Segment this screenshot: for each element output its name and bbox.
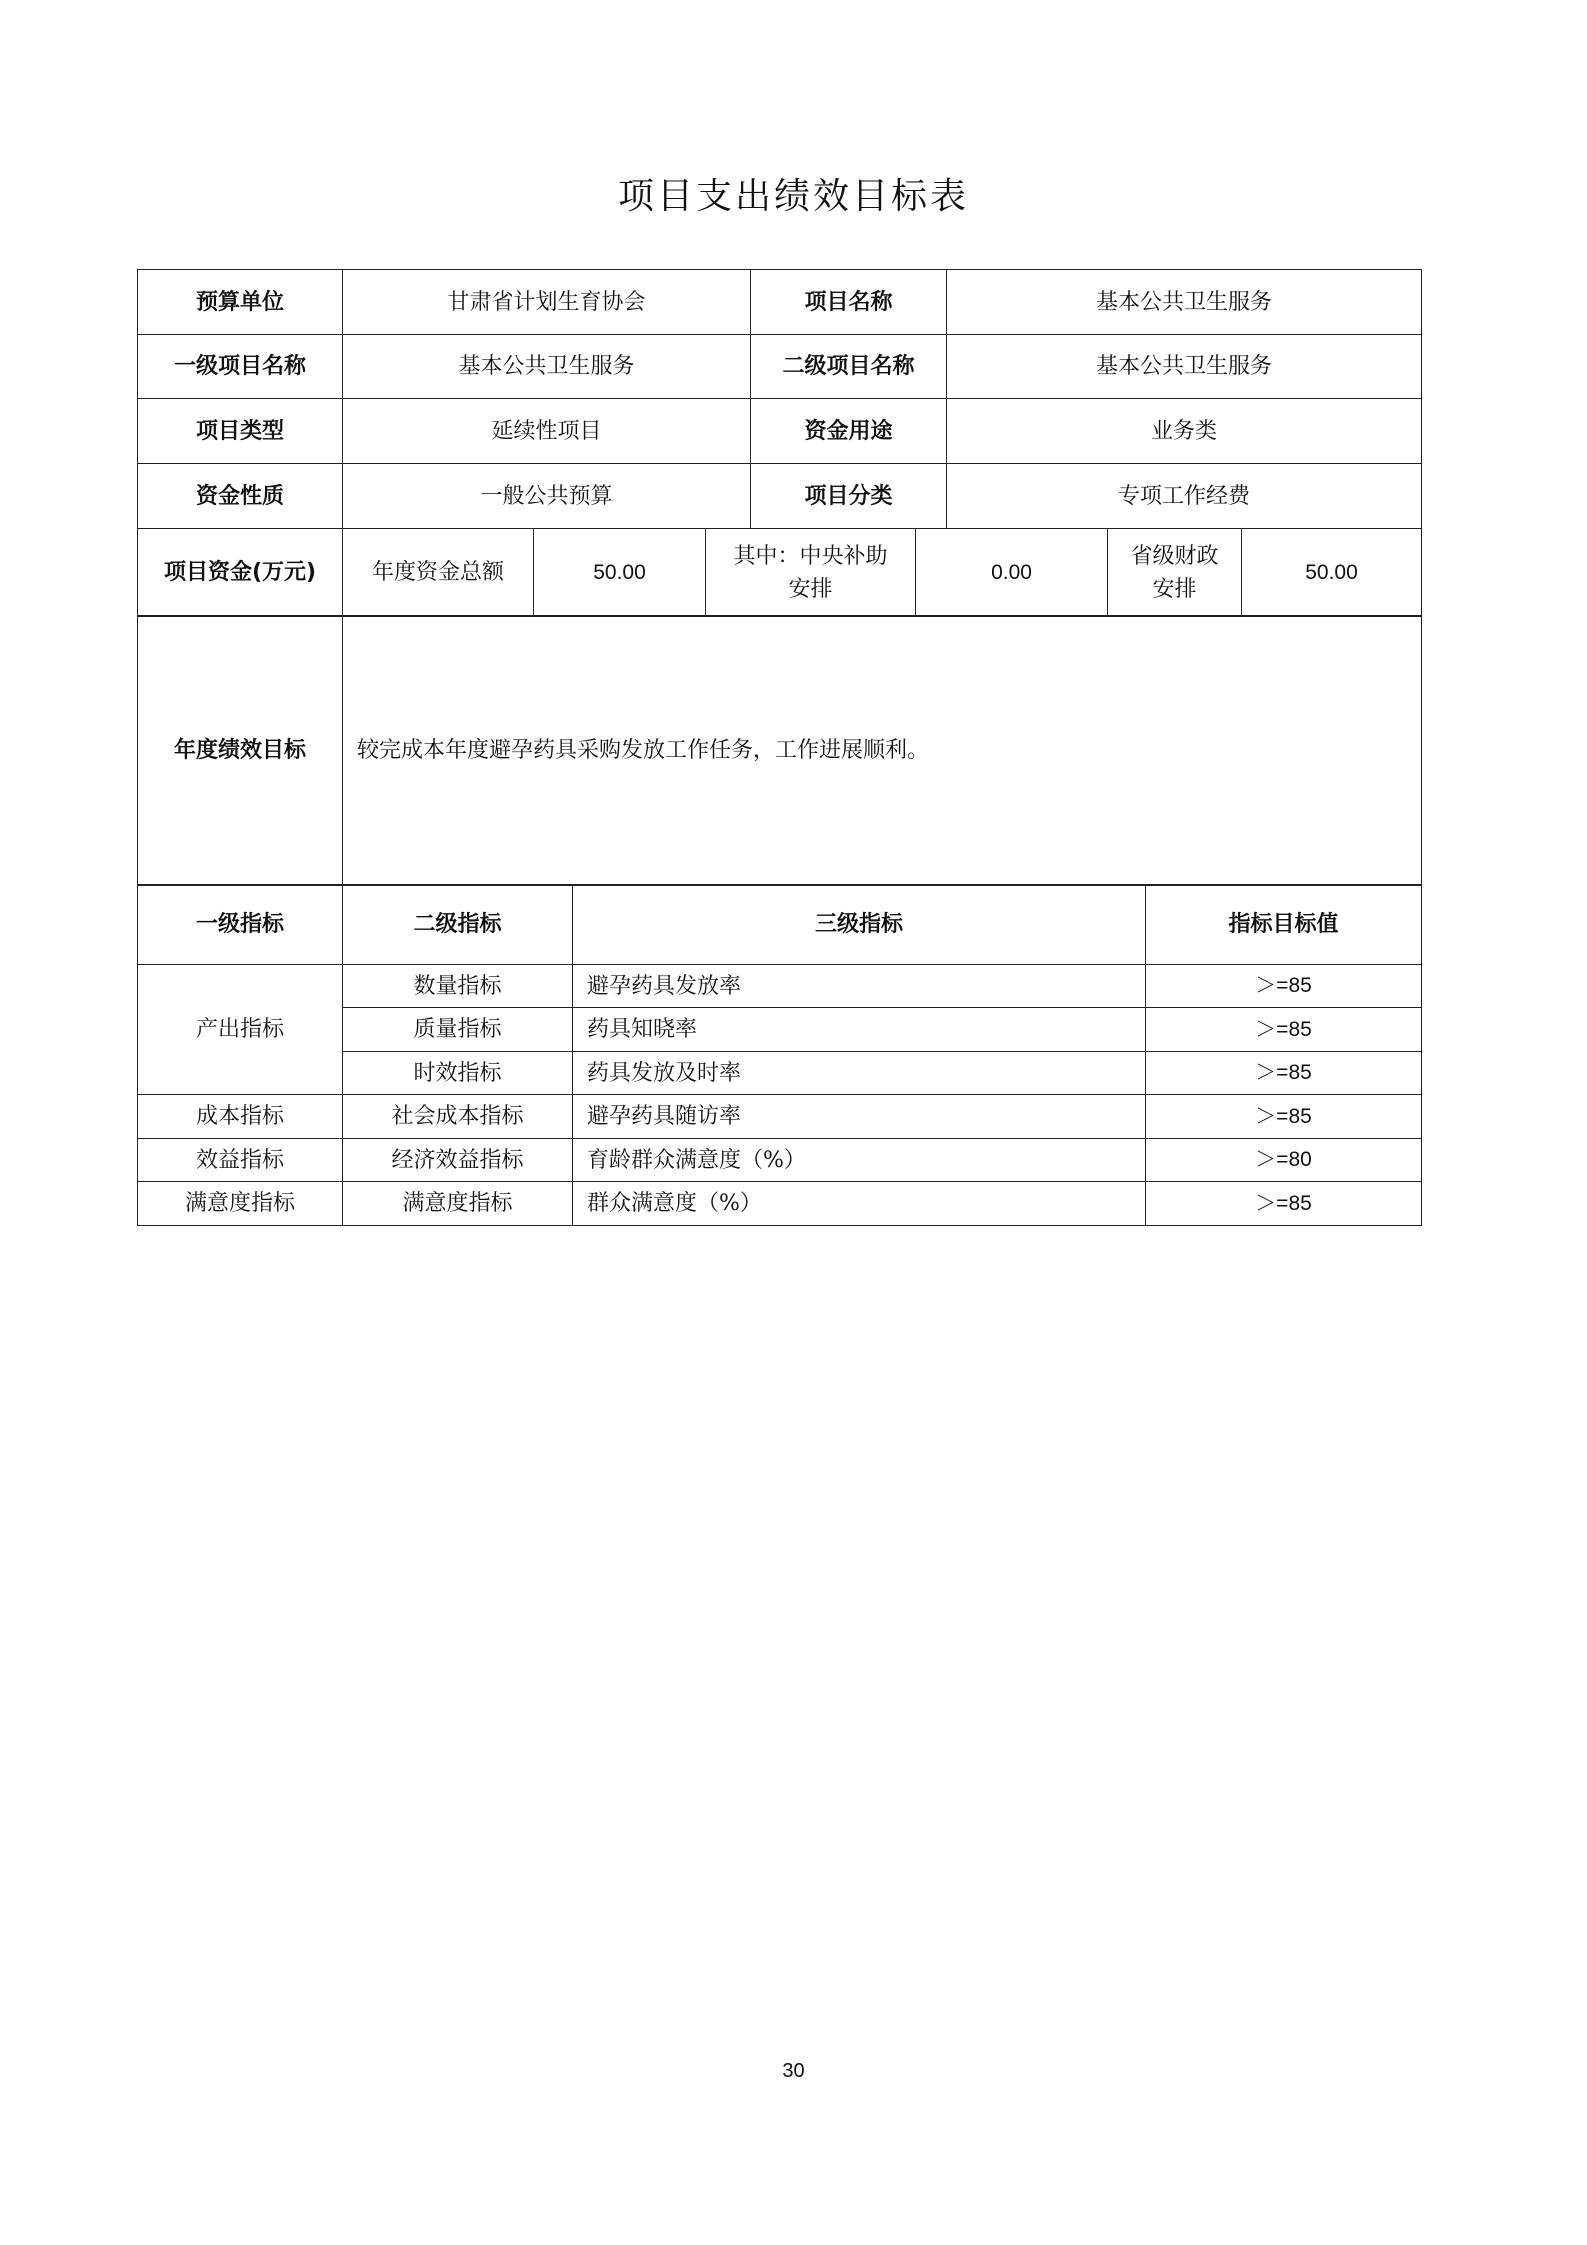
table-row bbox=[138, 965, 1422, 1008]
level2-cell: 质量指标 bbox=[343, 1008, 573, 1052]
level3-cell: 避孕药具随访率 bbox=[573, 1095, 1146, 1139]
level1-cell: 效益指标 bbox=[138, 1139, 343, 1182]
budget-unit-label: 预算单位 bbox=[138, 270, 343, 335]
provincial-value: 50.00 bbox=[1242, 529, 1422, 617]
project-type-value: 延续性项目 bbox=[343, 399, 751, 464]
header-level1: 一级指标 bbox=[138, 885, 343, 965]
output-indicator-label: 产出指标 bbox=[138, 965, 343, 1095]
budget-unit-value: 甘肃省计划生育协会 bbox=[343, 270, 751, 335]
level2-cell: 数量指标 bbox=[343, 965, 573, 1008]
central-label-line1: 其中：中央补助 bbox=[733, 543, 888, 569]
target-cell: ＞=85 bbox=[1146, 1095, 1422, 1139]
page-number: 30 bbox=[782, 2060, 805, 2082]
level2-cell: 经济效益指标 bbox=[343, 1139, 573, 1182]
header-level3: 三级指标 bbox=[573, 885, 1146, 965]
central-value: 0.00 bbox=[916, 529, 1108, 617]
table-row bbox=[138, 1182, 1422, 1226]
indicator-table bbox=[137, 884, 1422, 1226]
central-label bbox=[706, 529, 916, 617]
central-label-line2: 安排 bbox=[788, 576, 833, 602]
level3-cell: 避孕药具发放率 bbox=[573, 965, 1146, 1008]
level3-cell: 药具知晓率 bbox=[573, 1008, 1146, 1052]
project-type-label: 项目类型 bbox=[138, 399, 343, 464]
fund-nature-label: 资金性质 bbox=[138, 464, 343, 529]
level1-cell: 成本指标 bbox=[138, 1095, 343, 1139]
target-cell: ＞=80 bbox=[1146, 1139, 1422, 1182]
annual-goal-label: 年度绩效目标 bbox=[138, 616, 343, 886]
header-level2: 二级指标 bbox=[343, 885, 573, 965]
header-target: 指标目标值 bbox=[1146, 885, 1422, 965]
annual-goal-text: 较完成本年度避孕药具采购发放工作任务，工作进展顺利。 bbox=[343, 616, 1422, 886]
info-table bbox=[137, 269, 1422, 529]
target-cell: ＞=85 bbox=[1146, 1052, 1422, 1095]
funds-label: 项目资金(万元) bbox=[138, 529, 343, 617]
level2-cell: 社会成本指标 bbox=[343, 1095, 573, 1139]
level3-cell: 药具发放及时率 bbox=[573, 1052, 1146, 1095]
project-name-value: 基本公共卫生服务 bbox=[947, 270, 1422, 335]
level1-name-value: 基本公共卫生服务 bbox=[343, 335, 751, 399]
level2-name-value: 基本公共卫生服务 bbox=[947, 335, 1422, 399]
provincial-label-line1: 省级财政 bbox=[1130, 543, 1219, 569]
level2-cell: 时效指标 bbox=[343, 1052, 573, 1095]
target-cell: ＞=85 bbox=[1146, 1182, 1422, 1226]
provincial-label-line2: 安排 bbox=[1152, 576, 1197, 602]
table-row bbox=[138, 1139, 1422, 1182]
project-name-label: 项目名称 bbox=[751, 270, 947, 335]
table-row bbox=[138, 1095, 1422, 1139]
target-cell: ＞=85 bbox=[1146, 1008, 1422, 1052]
target-cell: ＞=85 bbox=[1146, 965, 1422, 1008]
page-title: 项目支出绩效目标表 bbox=[617, 176, 969, 217]
annual-total-value: 50.00 bbox=[534, 529, 706, 617]
level2-name-label: 二级项目名称 bbox=[751, 335, 947, 399]
annual-total-label: 年度资金总额 bbox=[343, 529, 534, 617]
project-class-label: 项目分类 bbox=[751, 464, 947, 529]
level3-cell: 育龄群众满意度（%） bbox=[573, 1139, 1146, 1182]
level3-cell: 群众满意度（%） bbox=[573, 1182, 1146, 1226]
provincial-label bbox=[1108, 529, 1242, 617]
fund-use-label: 资金用途 bbox=[751, 399, 947, 464]
level1-name-label: 一级项目名称 bbox=[138, 335, 343, 399]
fund-use-value: 业务类 bbox=[947, 399, 1422, 464]
funds-table bbox=[137, 528, 1422, 617]
goal-table bbox=[137, 615, 1422, 886]
fund-nature-value: 一般公共预算 bbox=[343, 464, 751, 529]
level2-cell: 满意度指标 bbox=[343, 1182, 573, 1226]
level1-cell: 满意度指标 bbox=[138, 1182, 343, 1226]
project-class-value: 专项工作经费 bbox=[947, 464, 1422, 529]
